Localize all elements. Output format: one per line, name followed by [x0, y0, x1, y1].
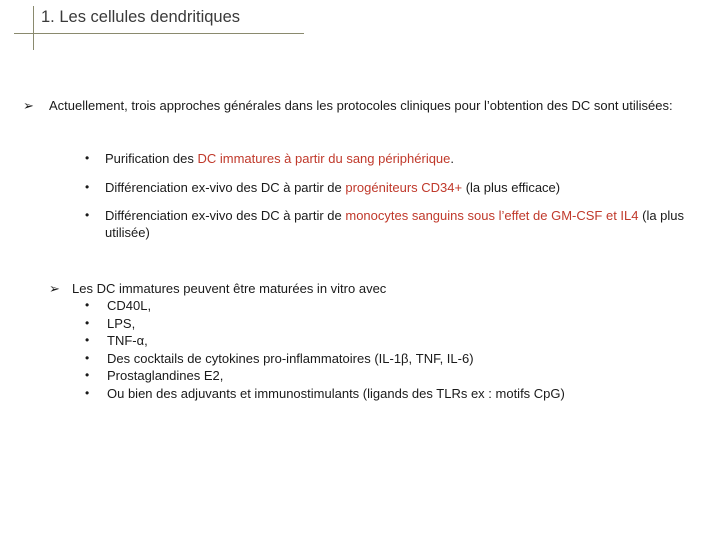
approach-item — [85, 207, 695, 241]
arrow-bullet-icon: ➢ — [23, 98, 34, 113]
list-item — [85, 367, 565, 385]
paragraph-maturation — [49, 280, 387, 297]
maturation-list — [85, 297, 565, 403]
bullet-icon: • — [85, 298, 90, 312]
paragraph-text: Actuellement, trois approches générales dans les protocoles cliniques pour l’obtention des DC sont utilisées: — [49, 98, 673, 113]
approach-item — [85, 150, 695, 167]
paragraph-text: Les DC immatures peuvent être maturées in vitro avec — [72, 281, 387, 296]
bullet-icon: • — [85, 333, 90, 348]
paragraph-approaches — [23, 97, 699, 114]
arrow-bullet-icon: ➢ — [49, 281, 60, 296]
approach-highlight: DC immatures à partir du sang périphérique — [197, 151, 451, 166]
approach-highlight: monocytes sanguins sous l’effet de GM-CSF et IL4 — [345, 208, 639, 223]
bullet-icon: • — [85, 208, 90, 222]
approach-text: Purification des — [105, 151, 198, 166]
approach-text: Différenciation ex-vivo des DC à partir de — [105, 208, 346, 223]
list-item-text: Prostaglandines E2, — [107, 368, 224, 384]
list-item — [85, 315, 565, 333]
bullet-icon: • — [85, 368, 90, 383]
list-item — [85, 350, 565, 368]
list-item-text: Ou bien des adjuvants et immunostimulants (ligands des TLRs ex : motifs CpG) — [107, 385, 565, 401]
list-item — [85, 332, 565, 350]
list-item-text: CD40L, — [107, 298, 152, 313]
approach-text-end: (la plus efficace) — [462, 180, 561, 195]
title-vertical-rule — [33, 6, 34, 50]
title-underline — [14, 33, 304, 34]
slide-title: 1. Les cellules dendritiques — [41, 8, 241, 26]
bullet-icon: • — [85, 385, 90, 400]
list-item-text: Des cocktails de cytokines pro-inflammatoires (IL-1β, TNF, IL-6) — [107, 350, 474, 366]
approach-text: Différenciation ex-vivo des DC à partir de — [105, 180, 346, 195]
bullet-icon: • — [85, 315, 90, 330]
list-item — [85, 385, 565, 403]
list-item-text: TNF-α, — [107, 333, 148, 349]
approach-text-end: (la plus utilisée) — [105, 208, 685, 240]
list-item-text: LPS, — [107, 315, 136, 331]
list-item — [85, 297, 565, 315]
approach-item — [85, 179, 695, 196]
bullet-icon: • — [85, 151, 90, 165]
bullet-icon: • — [85, 350, 90, 365]
approach-text-end: . — [450, 151, 455, 166]
approach-highlight: progéniteurs CD34+ — [345, 180, 463, 195]
bullet-icon: • — [85, 180, 90, 194]
